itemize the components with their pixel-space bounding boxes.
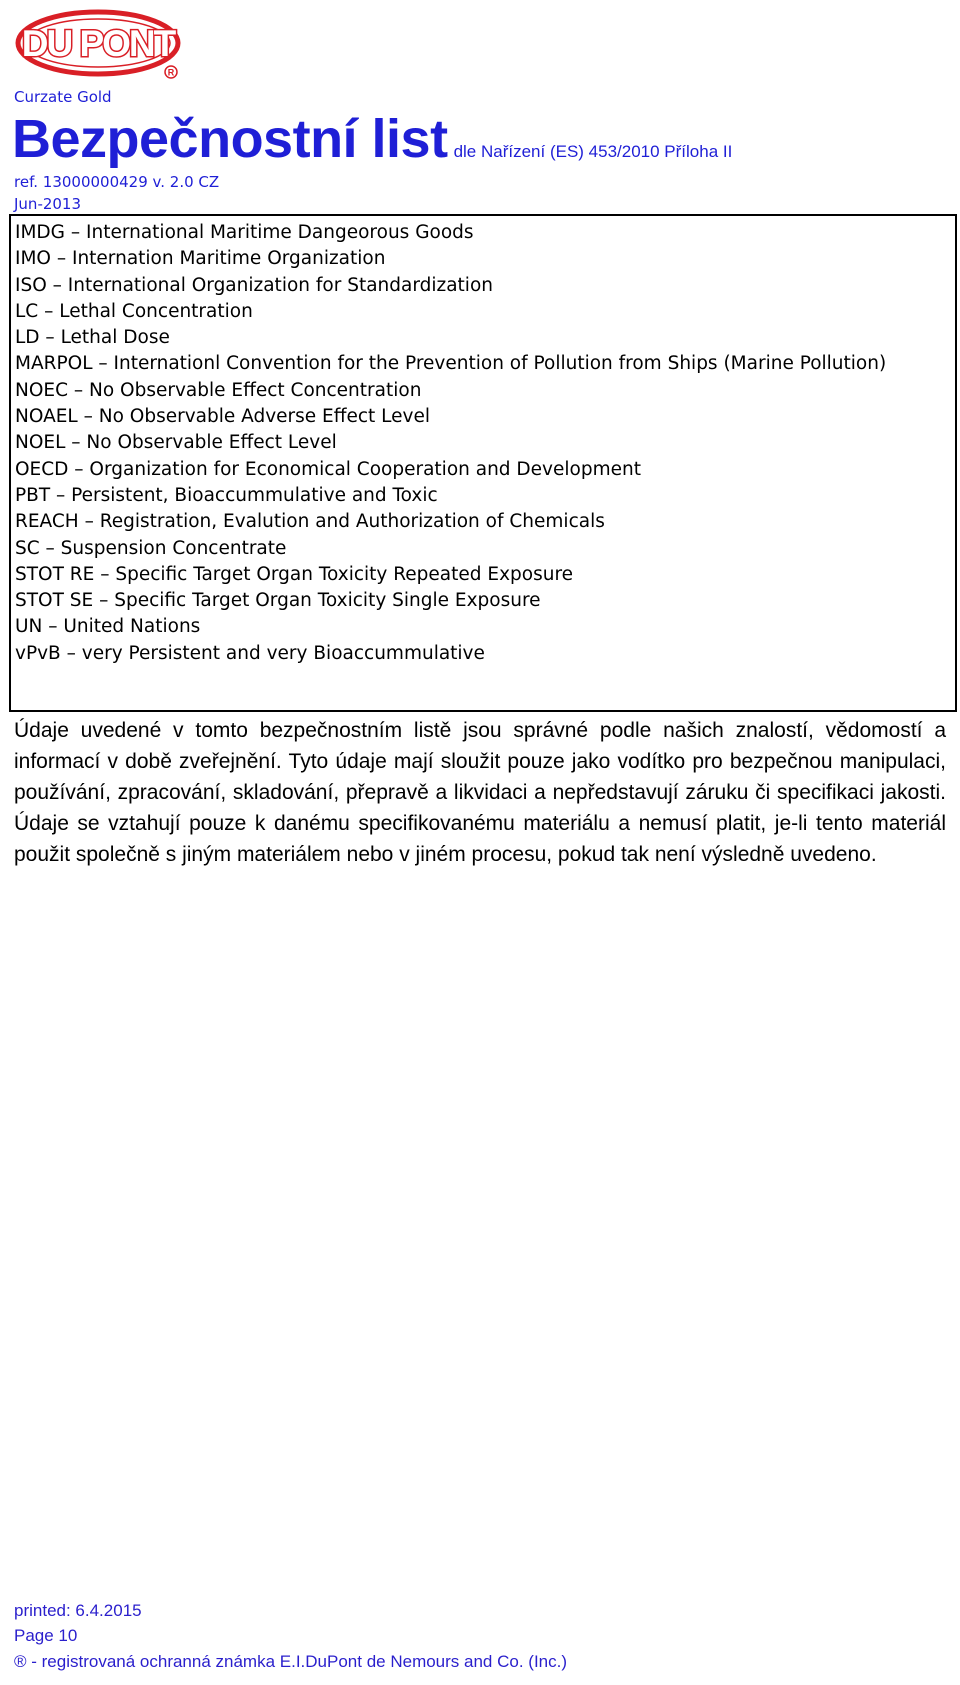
abbreviation-line: PBT – Persistent, Bioaccummulative and Toxic [15, 484, 438, 506]
page-title: Bezpečnostní list [12, 109, 448, 169]
abbreviation-line: UN – United Nations [15, 616, 201, 638]
abbreviation-line: STOT SE – Specific Target Organ Toxicity Single Exposure [15, 590, 541, 612]
abbreviation-line: STOT RE – Specific Target Organ Toxicity Repeated Exposure [15, 563, 574, 585]
abbreviation-line: IMO – Internation Maritime Organization [15, 248, 386, 270]
abbreviation-line: MARPOL – Internationl Convention for the Prevention of Pollution from Ships (Marine Pollution) [15, 353, 887, 375]
abbreviation-line: ISO – International Organization for Standardization [15, 274, 493, 296]
document-date: Jun-2013 [14, 195, 82, 213]
abbreviation-line: NOEL – No Observable Effect Level [15, 432, 337, 454]
abbreviation-line: IMDG – International Maritime Dangeorous Goods [15, 222, 474, 243]
dupont-logo [14, 6, 192, 82]
printed-date: printed: 6.4.2015 [14, 1601, 142, 1620]
abbreviations-box [9, 214, 957, 712]
trademark-notice: ® - registrovaná ochranná známka E.I.DuPont de Nemours and Co. (Inc.) [14, 1652, 568, 1671]
abbreviation-line: SC – Suspension Concentrate [15, 537, 287, 559]
abbreviation-line: NOEC – No Observable Effect Concentration [15, 379, 422, 401]
title-row [12, 108, 732, 170]
abbreviation-line: NOAEL – No Observable Adverse Effect Level [15, 406, 431, 428]
abbreviation-line: REACH – Registration, Evalution and Authorization of Chemicals [15, 511, 605, 533]
abbreviation-line: LD – Lethal Dose [15, 327, 170, 349]
svg-text:R: R [167, 67, 175, 78]
abbreviation-line: vPvB – very Persistent and very Bioaccummulative [15, 642, 485, 664]
logo-text: DU PONT [21, 23, 175, 64]
abbreviation-line: LC – Lethal Concentration [15, 300, 253, 322]
disclaimer-text: Údaje uvedené v tomto bezpečnostním listě jsou správné podle našich znalostí, vědomostí a informací v době zveřejnění. Tyto údaje mají sloužit pouze jako vodítko pro bezpečnou manipulaci, používání, zpracování, skladování, přepravě a likvidaci a nepředstavují záruku či specifikaci jakosti. Údaje se vztahují pouze k danému specifikovanému materiálu a nemusí platit, je-li tento materiál použit společně s jiným materiálem nebo v jiném procesu, pokud tak není výsledně uvedeno. [14, 719, 946, 866]
document-reference: ref. 13000000429 v. 2.0 CZ [14, 173, 220, 191]
page-number: Page 10 [14, 1626, 78, 1645]
product-name: Curzate Gold [14, 88, 112, 106]
abbreviation-line: OECD – Organization for Economical Cooperation and Development [15, 458, 641, 480]
regulation-reference: dle Nařízení (ES) 453/2010 Příloha II [453, 142, 733, 161]
